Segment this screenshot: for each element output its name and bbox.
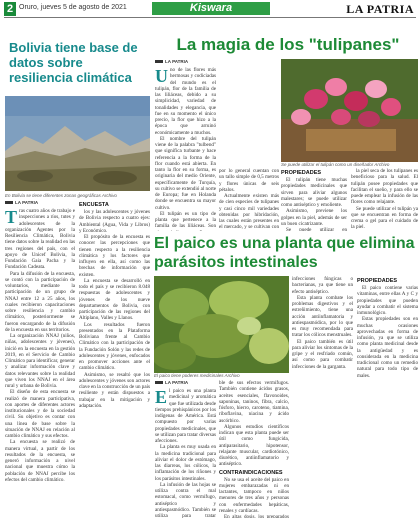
- bolivia-article-column-1: [5, 200, 75, 518]
- paragraph: El tulipán es un tipo de planta que pertenece a la familia de las liliáceas. Son: [155, 210, 216, 230]
- subhead: ENCUESTA: [79, 202, 109, 208]
- paragraph: El paico también es útil para aliviar los síntomas de la gripe y el resfriado común, así como para combatir infecciones de la garganta.: [292, 338, 353, 370]
- tulipanes-column-1: [155, 59, 216, 231]
- paragraph: Algunos estudios científicos indican que esta planta puede ser útil como fungicida, antiparasitario, hipotensor, relajante muscular, cardiotónico, diurético, antiinflamatorio y antiséptico.: [219, 423, 289, 468]
- paragraph: Se puede utilizar en: [286, 227, 347, 231]
- section-name: Kiswara: [152, 2, 270, 15]
- page-number: 2: [4, 2, 16, 16]
- paragraph: ble de sus efectos vermífugos. También contiene ácidos grasos, aceites esenciales, flavonoides, saponinas, taninos, fibra, calcio, fósforo, hierro, caroteno, tiamina, riboflavina, niacina y ácido ascórbico.: [219, 380, 289, 424]
- paragraph: Los resultados fueron presentados en la Plataforma Boliviana frente al Cambio Climático con la participación de la Fundación Solón y las redes de adolescentes y jóvenes, enfocados en promover acciones ante el cambio climático.: [79, 321, 150, 372]
- paragraph: La infusión de las hojas se utiliza contra el mal estomacal, como vermífugo, antiséptico y antiespasmódico. También se utiliza para tratar: [155, 481, 216, 518]
- paico-column-3: [292, 276, 353, 518]
- paragraph: no de las flores más hermosas y codiciadas del mundo es el tulipán, flor de la familia de las liliáceas, debido a su simplicidad, variedad de tonalidades y elegancia, que fue en su momento el único precio, la flor que hizo a la época que arruinó económicamente a muchos.: [155, 67, 216, 136]
- bolivia-photo-caption: [5, 193, 150, 198]
- paico-column-1: [155, 380, 216, 518]
- paragraph: El diseño de esta encuesta se realizó de manera participativa, con aportes de diferentes actores institucionales y de la sociedad civil. Su objetivo es contar con una línea de base sobre la situación de NNAJ en relación al cambio climático y sus efectos.: [5, 389, 75, 439]
- subhead: PROPIEDADES: [357, 278, 398, 284]
- paragraph: los y las adolescentes y jóvenes de Bolivia respecto a cuatro ejes: Ambiental (Agua, Vida y Libros) y Económico.: [79, 209, 150, 234]
- caption-credit: Archivo: [374, 162, 390, 167]
- caption-text: En Bolivia se tiene diferentes zonas geográficas: [5, 193, 101, 198]
- paragraph: Estas propiedades son en muchas ocasiones aprovechadas en forma de infusión, ya que se utiliza como planta medicinal desde la antigüedad y es considerada en la medicina tradicional como un remedio natural para todo tipo de males.: [357, 316, 418, 379]
- paico-photo-caption: [154, 373, 289, 378]
- caption-credit: Archivo: [101, 193, 117, 198]
- caption-credit: Archivo: [224, 373, 240, 378]
- paragraph: La encuesta se realizó de manera virtual, a partir de los resultados de la encuesta, se generó información a nivel nacional que muestra cómo la población de NNAJ percibe los efectos del cambio climático.: [5, 439, 75, 483]
- header-rule: [4, 17, 416, 18]
- tulipanes-article-title: La magia de los "tulipanes": [176, 35, 400, 54]
- byline: LA PATRIA: [155, 380, 216, 385]
- tulipanes-column-3: [281, 168, 347, 231]
- caption-text: Se puede utilizar el tulipán como un diseñador: [281, 162, 374, 167]
- tulip-arrangement-image: [281, 59, 418, 162]
- paico-plant-image: [154, 276, 289, 373]
- byline: LA PATRIA: [5, 200, 75, 205]
- caption-text: El paico tiene poderes medicinales: [154, 373, 224, 378]
- issue-date: Oruro, jueves 5 de agosto de 2021: [19, 4, 127, 11]
- drop-cap: T: [5, 207, 18, 227]
- paragraph: la piel seca de los tulipanes es beneficioso para la salud. El tulipán posee propiedades que facilitan el sueño, y para ello se puede emplear la infusión de las flores como relajante.: [351, 168, 418, 206]
- tulipanes-column-2: [219, 168, 279, 231]
- mountain-landscape-image: [5, 96, 150, 191]
- bolivia-article-column-2: [79, 200, 150, 518]
- paragraph: Actualmente existen más de cien especies de tulipanes y casi cinco mil variedades obtenidas por hibridación, las cuales están presentes en el mercado, y se cultivan con: [219, 193, 279, 231]
- paragraph: por lo general cuentan con un tallo simple de 0,5 metros y flores únicas de seis pétalos.: [219, 168, 279, 193]
- subhead: CONTRAINDICACIONES: [219, 469, 283, 476]
- paragraph: El nombre del tulipán viene de la palabra "tulbend" que significa turbante y hace referencia a la forma de la flor cuando está abierta. En tanto la flor en su forma, es originaria del medio Oriente, específicamente de Turquía, su cultivo se extendió al norte de Europa; fue en Holanda donde se encuentra su mayor cultivo.: [155, 135, 216, 211]
- paragraph: infecciones fúngicas o bacterianas, ya que tiene un efecto antiséptico.: [292, 276, 353, 295]
- paragraph: La organización NNAJ (niños, niñas, adolescentes y jóvenes), inició en la encuesta en la gestión 2019, en el Servicio de Cambio Climático para identificar, generar y analizar información clave y datos relevantes sobre la realidad que viven los NNAJ en el área rural y urbana de Bolivia.: [5, 333, 75, 389]
- paragraph: El paico contiene varias vitaminas, entre ellas A y C y propiedades que pueden ayudar a combatir el sistema inmunológico.: [357, 285, 418, 316]
- paragraph: El tulipán tiene muchas propiedades medicinales que sirven para aliviar algunos malestares; se puede utilizar como antiséptico y emoliente.: [281, 177, 347, 208]
- paragraph: l paico es una planta medicinal y aromática que fue utilizada desde tiempos prehispánicos por los indígenas de América. Está compuesto por varias propiedades medicinales, que se utilizan para tratar diversas afecciones.: [155, 388, 216, 444]
- paragraph: Se puede utilizar el tulipán ya que se encuentran en forma de crema o gel para el cuidado de la piel.: [351, 205, 418, 231]
- tulipanes-photo-caption: [281, 162, 418, 167]
- subhead: PROPIEDADES: [281, 170, 322, 176]
- drop-cap: U: [155, 66, 168, 86]
- paragraph: En altas dosis, los preparados: [224, 514, 289, 518]
- newspaper-brand: LA PATRIA: [346, 2, 414, 16]
- paragraph: El propósito de la encuesta es conocer las percepciones que tienen respecto a la resiliencia climática y los factores que influyen en ella, así como las brechas de información que existen.: [79, 234, 150, 278]
- paico-column-2: [219, 380, 289, 518]
- paragraph: ras cuatro años de trabajo e inspecciones a ríos, tutes y adolescentes de la organización Agentes por la Resiliencia Climática, Bolivia tiene datos sobre la realidad en las tres regiones del país, con el apoyo de Unicef Bolivia, la Fundación Gaia Pacha y la Fundación Cadeata.: [5, 208, 75, 271]
- paragraph: [351, 231, 418, 232]
- paico-column-4: [357, 276, 418, 518]
- tulipanes-photo: [281, 59, 418, 162]
- bolivia-article-title: Bolivia tiene base de datos sobre resiliencia climática: [9, 40, 138, 85]
- paragraph: La encuesta se desarrolló en todo el país y se recibieron 8.048 respuestas de adolescentes y jóvenes de los nueve departamentos de Bolivia, con participación de las regiones del Altiplano, Valles y Llanos.: [79, 277, 150, 322]
- paico-article-title: El paico es una planta que elimina parásitos intestinales: [154, 235, 415, 271]
- paragraph: Asimismo, se resaltó que los adolescentes y jóvenes son actores clave en la construcción de un país resiliente y están dispuestos a trabajar en la mitigación y adaptación.: [79, 371, 150, 409]
- paragraph: La planta es muy usada en la medicina tradicional para aliviar el dolor de estómago, las diarreas, los cólicos, la inflamación de los riñones y los parásitos intestinales.: [155, 444, 216, 482]
- tulipanes-column-4: [351, 168, 418, 231]
- paragraph: Esta planta combate los problemas digestivos y el estreñimiento, tiene una acción antiinflamatoria y antiespasmódica, por lo que es muy recomendada para tratar los cólicos menstruales.: [292, 294, 353, 339]
- byline: LA PATRIA: [155, 59, 216, 64]
- drop-cap: E: [155, 387, 168, 407]
- paragraph: No se usa el aceite del paico en mujeres embarazadas ni en lactantes, tampoco en niños menores de tres años y personas con enfermedades hepáticas, renales y cardíacas.: [219, 476, 289, 514]
- paico-photo: [154, 276, 289, 373]
- paragraph: Asimismo, previene los golpes en la piel, además de ser un buen cicatrizante.: [281, 208, 347, 227]
- bolivia-landscape-photo: [5, 96, 150, 191]
- paragraph: Para la difusión de la encuesta, se contó con la participación de voluntarios, mediante la participación de un grupo de NNAJ entre 12 a 25 años, los cuales recibieron capacitaciones sobre resiliencia y cambio climático, posteriormente se fueron encargando de la difusión de la encuesta en sus territorios.: [5, 270, 75, 333]
